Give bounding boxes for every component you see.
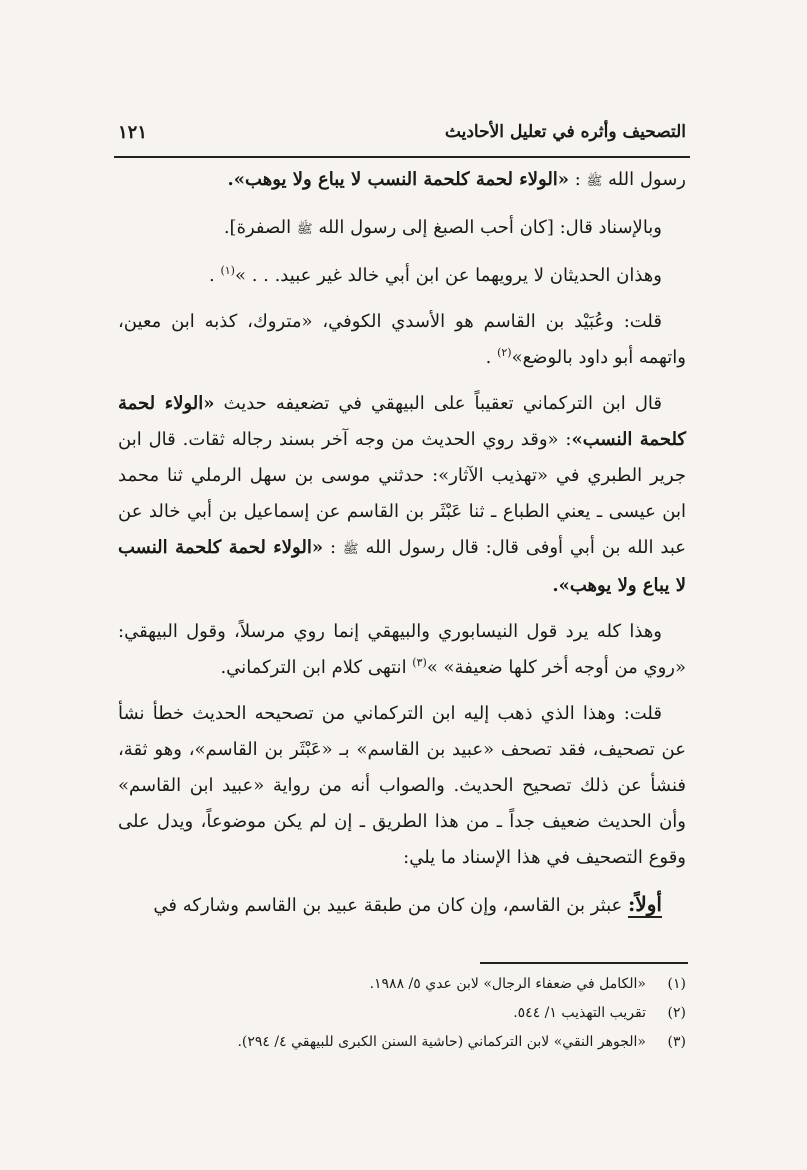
paragraph-4: [118, 304, 686, 376]
paragraph-1: [118, 162, 686, 200]
footnote-text: «الجوهر النقي» لابن التركماني (حاشية السنن الكبرى للبيهقي ٤/ ٢٩٤).: [237, 1034, 646, 1050]
page-header: [118, 118, 686, 150]
paragraph-7: [118, 696, 686, 876]
footnote-number: (١): [667, 976, 686, 992]
footnote-number: (٢): [667, 1005, 686, 1021]
p6-text: وهذا كله يرد قول النيسابوري والبيهقي إنما روي مرسلاً، وقول البيهقي: «روي من أوجه أخر كلها ضعيفة» »: [118, 621, 686, 678]
footnote-3: [118, 1028, 686, 1057]
paragraph-5: [118, 386, 686, 604]
header-divider: [114, 156, 690, 158]
footnote-1: [118, 970, 686, 999]
honorific-glyph: ﷺ: [296, 222, 313, 237]
p6-end: انتهى كلام ابن التركماني.: [220, 657, 413, 678]
p2-text: وبالإسناد قال: [كان أحب الصبغ إلى رسول الله: [318, 217, 662, 238]
p2-text-end: الصفرة].: [223, 217, 297, 238]
p5-text: قال ابن التركماني تعقيباً على البيهقي في تضعيفه حديث: [214, 393, 662, 414]
paragraph-3: [118, 258, 686, 294]
footnote-ref-2: (٢): [497, 346, 512, 359]
paragraph-6: [118, 614, 686, 686]
page-number: ١٢١: [118, 122, 148, 143]
footnote-number: (٣): [667, 1034, 686, 1050]
footnote-ref-3: (٣): [412, 656, 427, 669]
p1-text: رسول الله: [608, 169, 686, 190]
paragraph-2: [118, 210, 686, 248]
p3-end: .: [209, 265, 221, 286]
footnote-text: تقريب التهذيب ١/ ٥٤٤.: [513, 1005, 646, 1021]
p8-text: عبثر بن القاسم، وإن كان من طبقة عبيد بن القاسم وشاركه في: [153, 895, 628, 916]
p3-text: وهذان الحديثان لا يرويهما عن ابن أبي خالد غير عبيد. . . »: [234, 265, 662, 286]
honorific-glyph: ﷺ: [586, 174, 603, 189]
paragraph-8: [118, 886, 686, 924]
footnote-ref-1: (١): [220, 264, 235, 277]
footnotes: [118, 970, 686, 1057]
p7-text: قلت: وهذا الذي ذهب إليه ابن التركماني من تصحيحه الحديث خطأ نشأ عن تصحيف، فقد تصحف «عبيد بن القاسم» بـ «عَبْثَر بن القاسم»، وهو ثقة، فنشأ عن ذلك تصحيح الحديث. والصواب أنه من رواية «عبيد ابن القاسم» وأن الحديث ضعيف جداً ـ من هذا الطريق ـ إن لم يكن موضوعاً، ويدل على وقوع التصحيف في هذا الإسناد ما يلي:: [118, 703, 686, 868]
p5-hadith-quote-2: «الولاء لحمة كلحمة النسب لا يباع ولا يوهب».: [118, 537, 686, 596]
p5-hadith-quote-1: «الولاء لحمة كلحمة النسب»: [118, 393, 686, 450]
p1-hadith-quote: «الولاء لحمة كلحمة النسب لا يباع ولا يوهب».: [227, 169, 570, 190]
honorific-glyph: ﷺ: [342, 542, 359, 557]
footnote-text: «الكامل في ضعفاء الرجال» لابن عدي ٥/ ١٩٨٨.: [369, 976, 646, 992]
p4-text: قلت: وعُبَيْد بن القاسم هو الأسدي الكوفي، «متروك، كذبه ابن معين، واتهمه أبو داود بالوضع»: [118, 311, 686, 368]
footnote-divider: [480, 962, 688, 964]
footnote-2: [118, 999, 686, 1028]
p5-colon: :: [323, 537, 343, 558]
running-title: التصحيف وأثره في تعليل الأحاديث: [444, 122, 686, 142]
point-first-label: أولاً:: [627, 892, 662, 916]
p4-end: .: [485, 347, 498, 368]
p1-colon: :: [569, 169, 587, 190]
body-text: [118, 162, 686, 924]
p5-text-2: : «وقد روي الحديث من وجه آخر بسند رجاله ثقات. قال ابن جرير الطبري في «تهذيب الآثار»: حدثني موسى بن سهل الرملي ثنا محمد ابن عيسى ـ يعني الطباع ـ ثنا عَبْثَر بن القاسم عن إسماعيل بن أبي خالد عن عبد الله بن أبي أوفى قال: قال رسول الله: [118, 429, 686, 558]
